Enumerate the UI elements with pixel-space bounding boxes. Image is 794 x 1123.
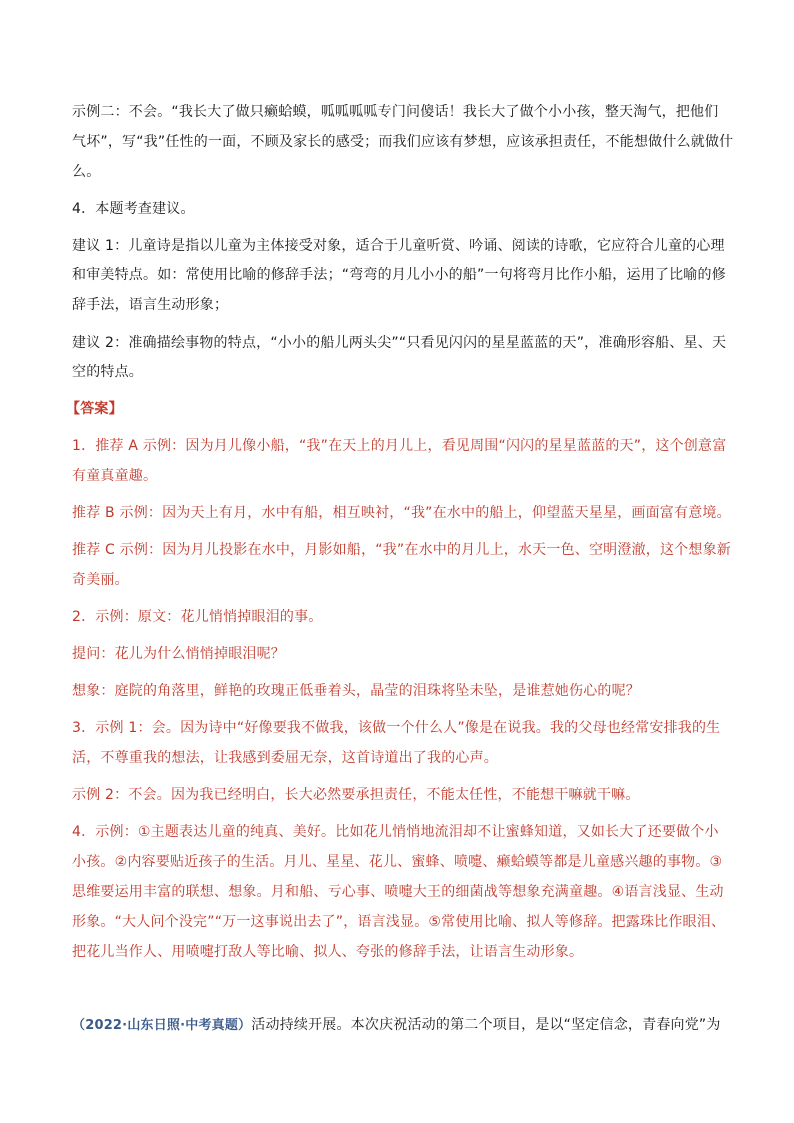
question-intro-line (72, 1016, 724, 1035)
paragraph-line: 气坏”，写“我”任性的一面，不顾及家长的感受；而我们应该有梦想，应该承担责任，不能想做什么就做什 (72, 134, 734, 150)
answer-line: 形象。“大人问个没完”“万一这事说出去了”，语言浅显。⑤常使用比喻、拟人等修辞。把露珠比作眼泪、 (72, 914, 726, 930)
answer-line: 有童真童趣。 (72, 468, 158, 484)
answer-line: 想象：庭院的角落里，鲜艳的玫瑰正低垂着头，晶莹的泪珠将坠未坠，是谁惹她伤心的呢？ (72, 683, 640, 699)
answer-line: 3．示例 1：会。因为诗中“好像要我不做我，该做一个什么人”像是在说我。我的父母也经常安排我的生 (72, 720, 721, 736)
answer-line: 提问：花儿为什么悄悄掉眼泪呢？ (72, 646, 285, 662)
answer-line: 1．推荐 A 示例：因为月儿像小船，“我”在天上的月儿上，看见周围“闪闪的星星蓝蓝的天”，这个创意富 (72, 438, 727, 454)
paragraph-line: 和审美特点。如：常使用比喻的修辞手法；“弯弯的月儿小小的船”一句将弯月比作小船，运用了比喻的修 (72, 267, 726, 283)
answer-line: 4．示例：①主题表达儿童的纯真、美好。比如花儿悄悄地流泪却不让蜜蜂知道，又如长大了还要做个小 (72, 824, 719, 840)
answer-line: 奇美丽。 (72, 572, 129, 588)
answer-line: 小孩。②内容要贴近孩子的生活。月儿、星星、花儿、蜜蜂、喷嚏、癞蛤蟆等都是儿童感兴趣的事物。③ (72, 854, 723, 870)
paragraph-line: 么。 (72, 164, 101, 180)
answer-line: 2．示例：原文：花儿悄悄掉眼泪的事。 (72, 609, 323, 625)
paragraph-line: 示例二：不会。“我长大了做只癞蛤蟆，呱呱呱呱专门问傻话！我长大了做个小小孩，整天淘气，把他们 (72, 104, 719, 120)
exam-source-label: （2022·山东日照·中考真题） (72, 1018, 252, 1033)
paragraph-line: 空的特点。 (72, 364, 143, 380)
paragraph-line: 辞手法，语言生动形象； (72, 297, 229, 313)
answer-line: 推荐 B 示例：因为天上有月，水中有船，相互映衬，“我”在水中的船上，仰望蓝天星星，画面富有意境。 (72, 505, 731, 521)
answer-line: 把花儿当作人、用喷嚏打敌人等比喻、拟人、夸张的修辞手法，让语言生动形象。 (72, 944, 584, 960)
answer-line: 思维要运用丰富的联想、想象。月和船、亏心事、喷嚏大王的细菌战等想象充满童趣。④语言浅显、生动 (72, 884, 724, 900)
question-heading: 4．本题考查建议。 (72, 201, 195, 217)
answer-line: 示例 2：不会。因为我已经明白，长大必然要承担责任，不能太任性，不能想干嘛就干嘛。 (72, 787, 640, 803)
paragraph-line: 建议 1：儿童诗是指以儿童为主体接受对象，适合于儿童听赏、吟诵、阅读的诗歌，它应符合儿童的心理 (72, 238, 725, 254)
question-text: 活动持续开展。本次庆祝活动的第二个项目，是以“坚定信念，青春向党”为 (251, 1017, 721, 1033)
paragraph-line: 建议 2：准确描绘事物的特点，“小小的船儿两头尖”“只看见闪闪的星星蓝蓝的天”，准确形容船、星、天 (72, 335, 727, 351)
answer-heading: 【答案】 (66, 401, 123, 417)
answer-line: 推荐 C 示例：因为月儿投影在水中，月影如船，“我”在水中的月儿上，水天一色、空明澄澈，这个想象新 (72, 542, 731, 558)
answer-line: 活，不尊重我的想法，让我感到委屈无奈，这首诗道出了我的心声。 (72, 750, 498, 766)
